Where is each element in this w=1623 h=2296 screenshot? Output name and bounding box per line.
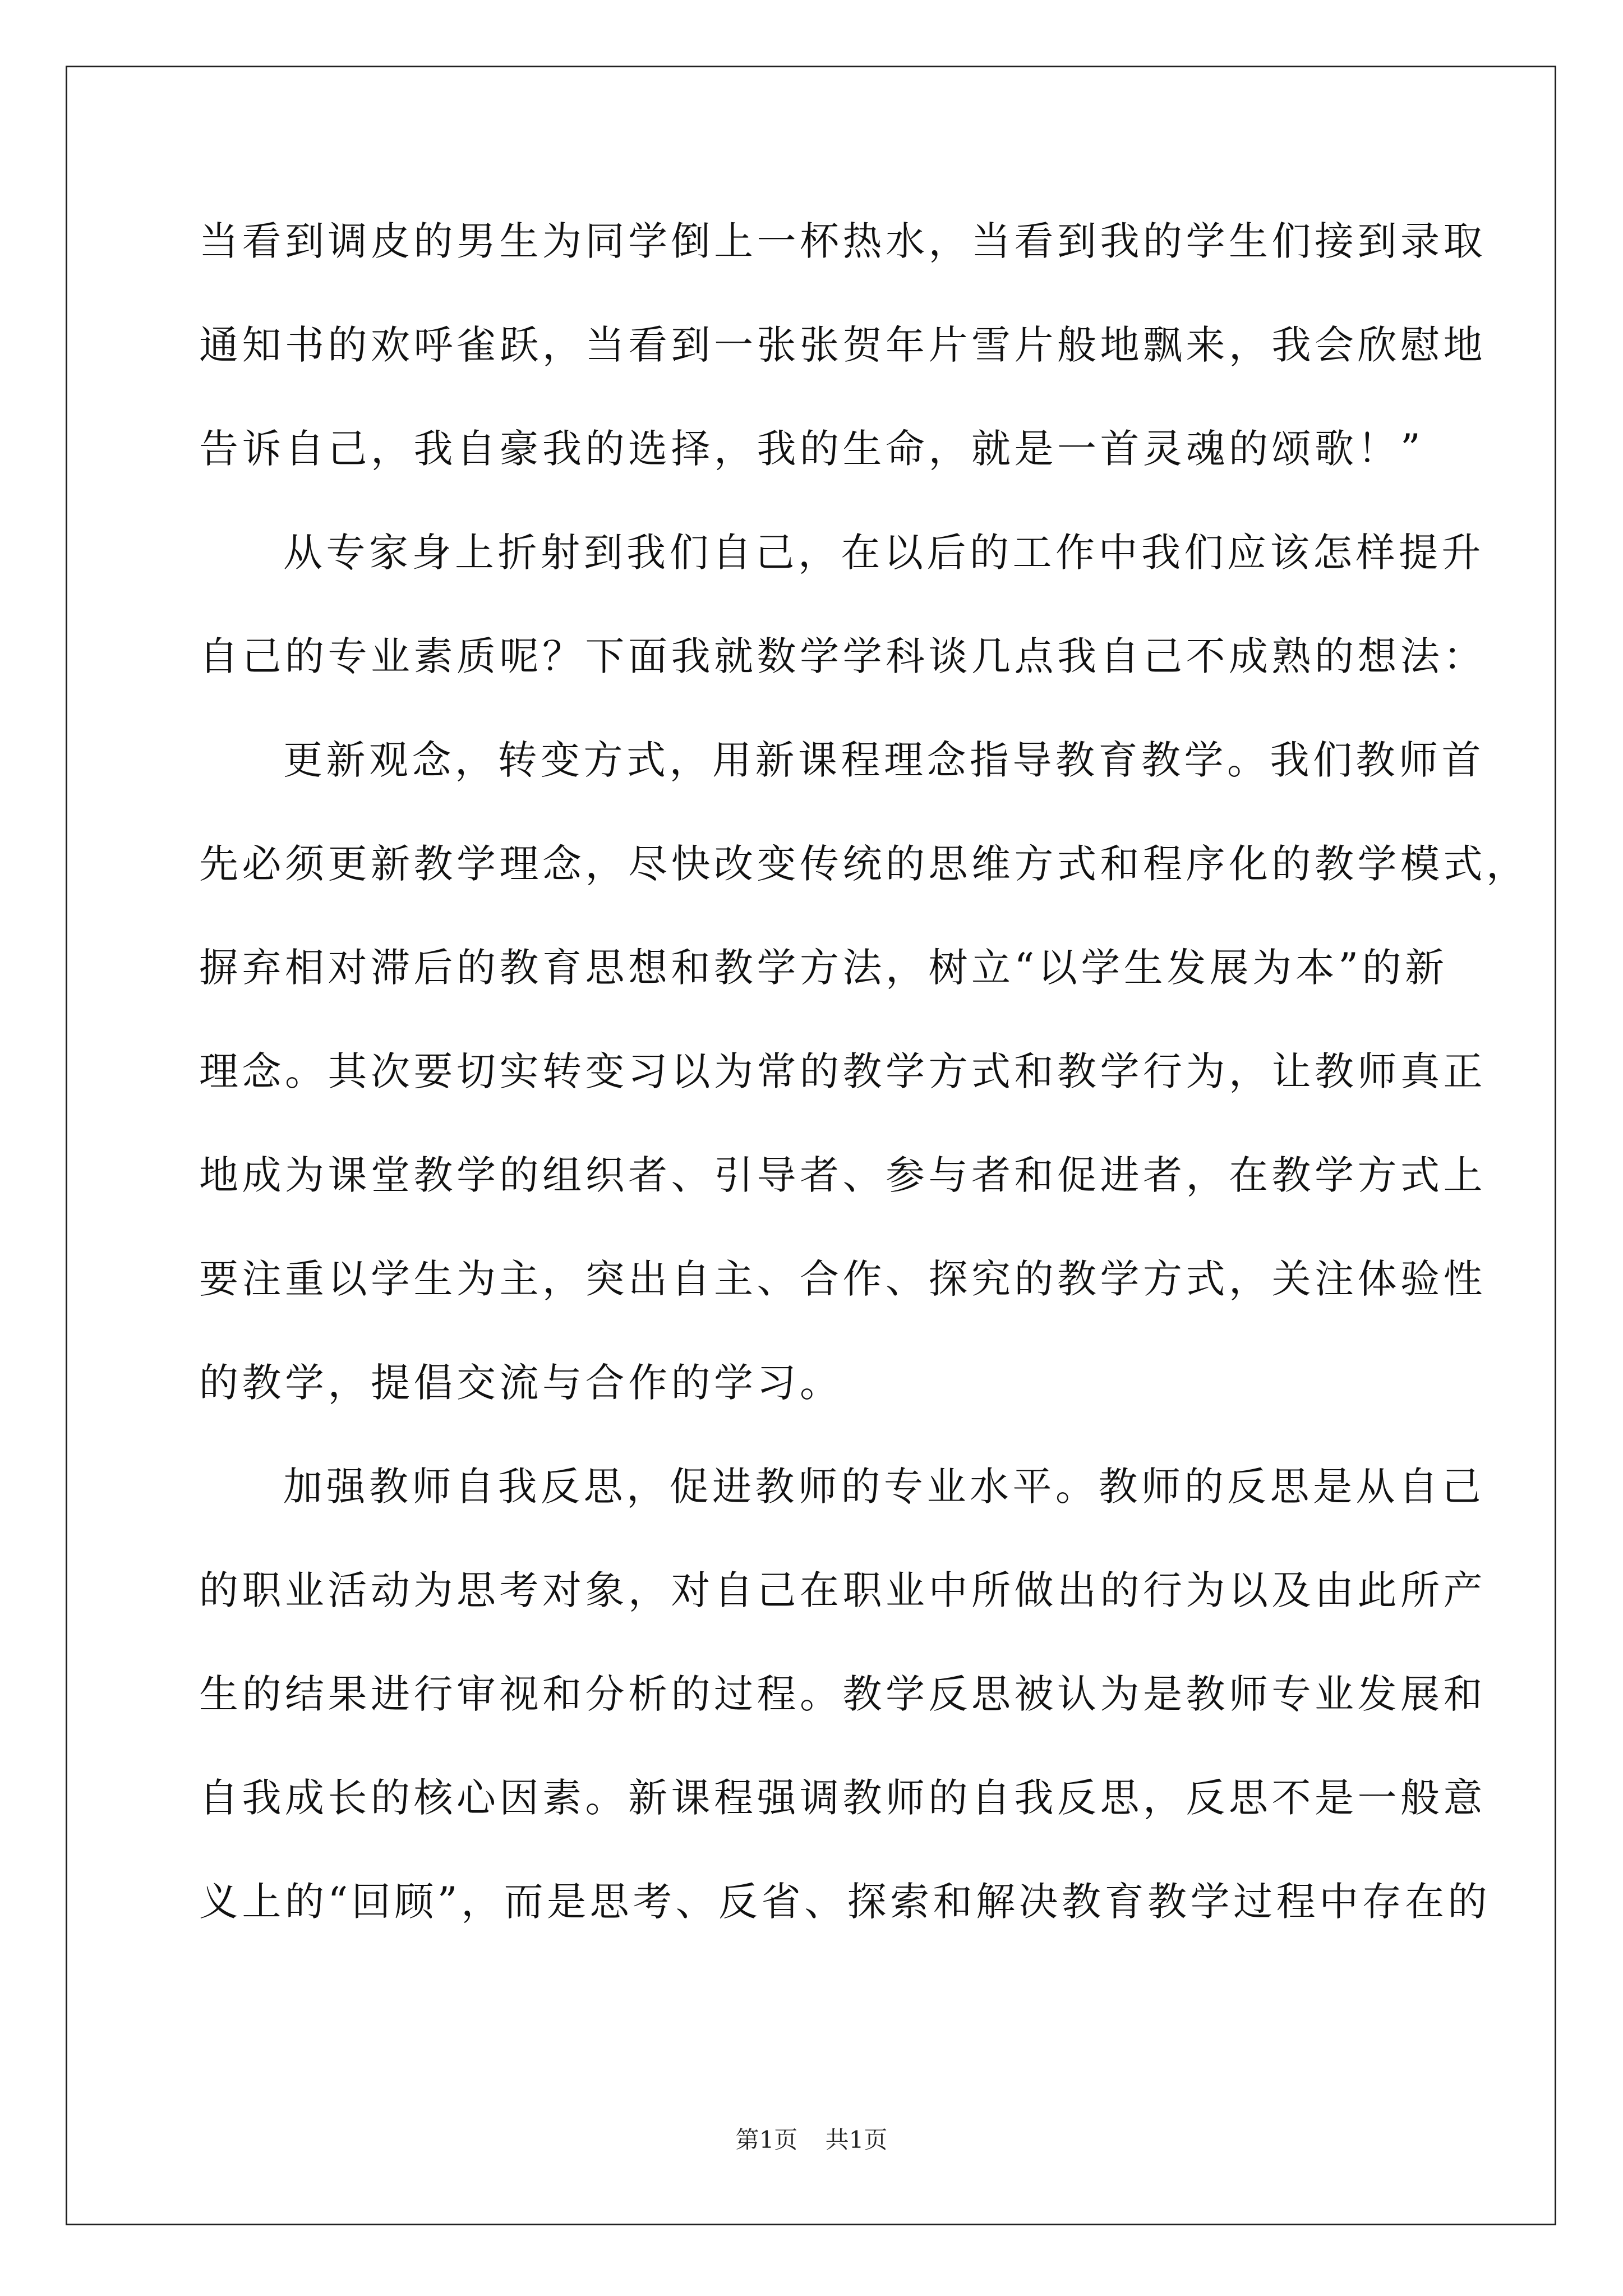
- page-total: 共1页: [825, 2126, 888, 2154]
- text-line: 理念。其次要切实转变习以为常的教学方式和教学行为，让教师真正: [199, 1048, 1486, 1094]
- paragraph-start-line: 更新观念，转变方式，用新课程理念指导教育教学。我们教师首: [283, 737, 1484, 783]
- text-line: 通知书的欢呼雀跃，当看到一张张贺年片雪片般地飘来，我会欣慰地: [199, 322, 1486, 368]
- text-line: 地成为课堂教学的组织者、引导者、参与者和促进者，在教学方式上: [199, 1152, 1486, 1198]
- text-line: 告诉自己，我自豪我的选择，我的生命，就是一首灵魂的颂歌！”: [199, 426, 1424, 472]
- text-line: 当看到调皮的男生为同学倒上一杯热水，当看到我的学生们接到录取: [199, 218, 1486, 264]
- text-line: 自己的专业素质呢？下面我就数学学科谈几点我自己不成熟的想法：: [199, 633, 1486, 679]
- text-line: 自我成长的核心因素。新课程强调教师的自我反思，反思不是一般意: [199, 1775, 1486, 1821]
- text-line: 义上的“回顾”，而是思考、反省、探索和解决教育教学过程中存在的: [199, 1879, 1491, 1925]
- text-line: 要注重以学生为主，突出自主、合作、探究的教学方式，关注体验性: [199, 1256, 1486, 1302]
- text-line: 的职业活动为思考对象，对自己在职业中所做出的行为以及由此所产: [199, 1567, 1486, 1613]
- text-line: 先必须更新教学理念，尽快改变传统的思维方式和程序化的教学模式，: [199, 841, 1529, 887]
- page-number: 第1页: [735, 2126, 798, 2154]
- text-line: 摒弃相对滞后的教育思想和教学方法，树立“以学生发展为本”的新: [199, 945, 1448, 991]
- paragraph-start-line: 加强教师自我反思，促进教师的专业水平。教师的反思是从自己: [283, 1464, 1484, 1510]
- text-line: 的教学，提倡交流与合作的学习。: [199, 1360, 843, 1406]
- text-line: 生的结果进行审视和分析的过程。教学反思被认为是教师专业发展和: [199, 1671, 1486, 1717]
- paragraph-start-line: 从专家身上折射到我们自己，在以后的工作中我们应该怎样提升: [283, 530, 1484, 576]
- page-footer: [0, 2123, 1623, 2157]
